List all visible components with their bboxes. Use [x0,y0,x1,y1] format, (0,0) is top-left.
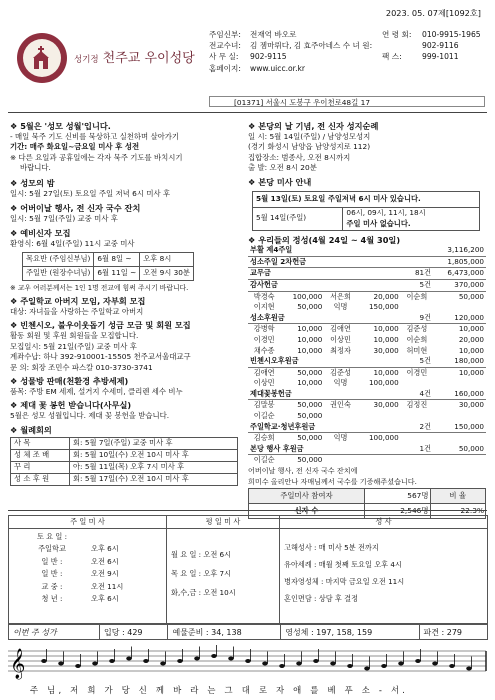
music-note [245,659,251,663]
donor-name: 김준성 [330,367,351,377]
sacrament-line: 고해성사 : 매 미사 5분 전까지 [284,543,379,552]
notice-line: 일시: 5월 27일(토) 토요일 주일 저녁 6시 미사 후 [10,188,171,198]
section-title: ❖ 우리들의 정성(4월 24일 ~ 4월 30일) [248,234,401,245]
contact-info [209,29,485,74]
donor-name: 박경숙 [253,291,275,301]
notice-line: 어버이날 행사, 전 신자 국수 잔치에 [248,466,358,476]
table-row [249,489,486,504]
music-note [75,664,81,668]
notice-line: 출 발: 오전 8시 20분 [248,163,317,173]
offering-category-amount: 370,000 [433,279,486,291]
donor-name: 익명 [333,302,348,312]
mass-time: 오전 9시 [91,569,119,579]
church-icon [31,46,53,70]
notice-line: 계좌수납: 하나 392-910001-15505 천주교서울대교구 [10,352,191,362]
table-cell: 6월 11일 ~ [94,266,140,280]
music-note [160,662,166,666]
section-title: ❖ 성모의 밤 [10,177,55,188]
table-cell: 567명 [364,489,430,504]
offering-donor-row [248,324,486,335]
offering-category-count: 81건 [357,268,433,280]
table-cell: 5월 13일(토) 토요일 주일저녁 6시 미사 있습니다. [253,191,480,207]
donor-amount [433,411,486,422]
contact-row [209,29,485,40]
offering-donor-row [248,433,486,444]
sunday-mass-row [13,556,162,568]
donor-name [401,455,433,466]
handwritten-label: 이번 주 성가 [9,625,100,640]
donor-amount: 100,000 [368,378,399,388]
music-note [381,664,387,668]
notice-line: ※ 교우 여러분께서는 1인 1명 전교에 힘써 주시기 바랍니다. [10,283,189,292]
table-row [253,191,480,207]
mass-day: 일 반 : [41,569,63,579]
table-cell: 오전 9시 30분 [140,266,194,280]
music-note [92,662,98,666]
donor-name [401,411,433,422]
contact-row [209,40,485,51]
music-note [432,662,438,666]
music-note [415,659,421,663]
table-header: 주 일 미 사 [9,516,167,529]
mass-schedule-table [8,515,488,624]
offering-donor-row [248,346,486,357]
contact-key: 사 무 실: [209,52,239,62]
weekday-mass-line: 월 요 일 : 오전 6시 [171,550,232,559]
donor-name: 최정자 [330,345,351,355]
offering-category-row [248,268,486,280]
table-cell: 22.3% [430,504,486,519]
offering-category-name: 주일학교·청년후원금 [248,422,357,433]
donor-name [324,411,356,422]
sacrament-line: 병자영성체 : 마지막 금요일 오전 11시 [284,577,405,586]
hymn-offertory: 예물준비 : 34, 138 [168,625,281,640]
offering-category-row [248,356,486,367]
notice-line: 환영식: 6월 4일(주일) 11시 교중 미사 [10,238,135,248]
offering-table [248,245,486,466]
fathers-notice [10,296,238,317]
offering-category-count [357,245,433,256]
offering-category-name: 빈첸시오후원금 [248,356,357,367]
table-cell: 6월 8일 ~ [94,252,140,266]
music-note [449,664,455,668]
offering-section [248,235,488,520]
offering-category-name: 성소후원금 [248,313,357,324]
offering-category-count [357,256,433,268]
sacrament-line: 유아세례 : 매월 첫째 토요일 오후 4시 [284,560,402,569]
music-note [347,664,353,668]
mass-day: 청 년 : [41,594,63,604]
offering-category-name: 성소주일 2차헌금 [248,256,357,268]
contact-value: 010-9915-1965 [422,30,481,39]
donor-name: 이상민 [253,378,275,388]
donor-name: 김말봉 [253,400,275,410]
music-note [279,664,285,668]
contact-value: 902-9115 [250,52,287,62]
donor-amount: 20,000 [458,334,484,344]
address: [01371] 서울시 도봉구 우이천로48길 17 [209,96,485,107]
notice-line: 모집일시: 5월 21일(주일) 교중 미사 후 [10,341,137,351]
table-cell: 꾸 리 [11,462,70,474]
notice-line: 기간: 매주 화요일~금요일 미사 후 성전 [10,142,140,152]
music-note [58,662,64,666]
donor-name: 이경민 [406,367,428,377]
offering-category-row [248,245,486,256]
section-title: ❖ 어버이날 행사, 전 신자 국수 잔치 [10,203,141,214]
hymn-lyrics: 주 님, 저 희 가 당 신 께 바 라 는 그 대 로 자 애 를 베 푸 소 - 서. [30,685,409,695]
logo-main-text: 천주교 우이성당 [102,51,195,66]
donor-amount: 10,000 [297,324,323,334]
table-cell: 사 목 [11,438,70,450]
parish-logo [17,33,67,83]
may-notice [10,121,238,174]
donor-amount: 30,000 [373,400,399,410]
offering-category-row [248,444,486,455]
hymn-dismissal: 파견 : 279 [419,625,488,640]
donor-amount: 10,000 [373,324,399,334]
parish-name [74,47,195,66]
donor-amount: 100,000 [368,433,399,443]
mass-day: 일 반 : [41,556,63,566]
offering-category-amount: 120,000 [433,313,486,324]
sunday-mass-row [13,568,162,580]
donor-amount [433,433,486,444]
donor-name: 이길순 [253,411,275,421]
content-divider [8,510,487,511]
night-notice [10,178,238,199]
contact-row [209,63,485,74]
section-title: ❖ 제대 꽃 봉헌 받습니다(사무실) [10,400,132,411]
notice-line: - 매일 묵주 기도 신비를 묵상하고 실천하며 살아가기 [10,131,180,141]
section-title: ❖ 본당 미사 안내 [248,176,312,187]
donor-amount: 30,000 [458,400,484,410]
weekday-mass-line: 목 요 일 : 오후 7시 [171,569,232,578]
donor-name: 채수종 [253,345,275,355]
section-title: ❖ 빈첸시오, 불우이웃돕기 성금 모금 및 회원 모집 [10,320,191,331]
flower-notice [10,400,238,421]
donor-name [401,433,433,444]
donor-amount: 10,000 [458,367,484,377]
mass-time: 오전 6시 [91,556,119,566]
table-cell: 비 율 [430,489,486,504]
table-cell: 회: 5월 7일(주일) 교중 미사 후 [70,438,238,450]
table-cell [343,207,480,230]
music-note [194,657,200,661]
mass-times: 06시, 09시, 11시, 18시 [346,207,426,217]
offering-category-amount: 50,000 [433,444,486,455]
donor-name: 익명 [333,378,348,388]
hymn-entrance: 입당 : 429 [100,625,168,640]
pilgrim-notice [248,121,488,174]
donor-amount: 150,000 [368,302,399,312]
notice-line: 문 의: 회장 조민수 파스칼 010-3730-3741 [10,362,153,372]
mass-info-table [252,191,480,231]
donor-name [401,378,433,389]
donor-amount: 50,000 [297,411,323,421]
mass-day: 토 요 일 : [36,532,68,541]
offering-category-count: 9건 [357,313,433,324]
donor-name: 김준성 [406,324,428,334]
table-cell: 2,546명 [364,504,430,519]
offering-category-row [248,313,486,324]
notice-line: 일시: 5월 7일(주일) 교중 미사 후 [10,213,118,223]
donor-amount [433,455,486,466]
music-note [126,657,132,661]
table-row [11,474,238,486]
right-column [248,118,488,519]
donor-amount [433,302,486,313]
parents-notice [10,203,238,224]
table-cell: 목요반 (주임신부님) [23,252,94,266]
mass-day: 주일학교 [38,544,66,554]
offering-category-count: 2건 [357,422,433,433]
sunday-mass-cell [9,529,167,624]
music-note [41,659,47,663]
weekday-mass-line: 화,수,금 : 오전 10시 [171,588,236,597]
offering-donor-row [248,411,486,422]
offering-category-row [248,422,486,433]
offering-donor-row [248,367,486,378]
logo-small-text: 성기정 [74,55,99,65]
contact-value: 999-1011 [422,52,459,62]
weekday-mass-cell [167,529,280,624]
donor-name: 이경민 [253,334,275,344]
music-note [211,654,217,658]
donor-amount: 30,000 [373,345,399,355]
table-cell: 성 소 후 원 [11,474,70,486]
offering-category-amount: 160,000 [433,389,486,400]
hymn-table [8,624,488,640]
notice-line: 집합장소: 범종사, 오전 8시까지 [248,152,351,162]
donor-amount: 10,000 [458,345,484,355]
contact-value: 전재억 바오로 [250,30,297,39]
donor-amount: 10,000 [297,378,323,388]
table-cell: 5월 14일(주일) [253,207,343,230]
donor-name: 이순희 [406,334,428,344]
homepage-link[interactable]: www.uicc.or.kr [250,63,306,73]
table-header: 평 일 미 사 [167,516,280,529]
donor-name: 익명 [333,433,348,443]
donor-name: 김애연 [330,324,351,334]
table-cell: 성 체 조 배 [11,450,70,462]
section-title: ❖ 주일학교 아버지 모임, 자부회 모집 [10,296,146,307]
music-note [364,667,370,671]
sacrament-line: 혼인면담 : 상담 후 결정 [284,594,359,603]
table-row [9,529,488,624]
notice-line: 품목: 주방 EM 세제, 설거지 수세미, 클리렌 세수 비누 [10,386,183,396]
mass-time: 오전 11시 [91,581,124,591]
offering-category-name: 부활 제4주일 [248,245,357,256]
contact-value: 김 젬마뤼다, 김 효주아네스 수 녀 원: [250,41,373,51]
sacrament-cell [280,529,488,624]
table-row [9,516,488,529]
offering-category-amount: 1,805,000 [433,256,486,268]
music-note [313,659,319,663]
donor-name: 김승희 [253,433,275,443]
mass-time: 오후 6시 [91,594,119,604]
donor-amount: 10,000 [297,345,323,355]
hymn-communion: 영성체 : 197, 158, 159 [281,625,419,640]
offering-category-count: 5건 [357,279,433,291]
offering-category-count: 1건 [357,444,433,455]
contact-value: 902-9116 [422,41,459,51]
donor-amount [433,378,486,389]
donor-name: 김정진 [406,400,428,410]
donor-amount: 100,000 [292,291,323,301]
table-row [11,450,238,462]
header-divider [8,112,487,113]
donor-name: 이상민 [330,334,351,344]
left-column [10,118,238,486]
offering-category-amount: 150,000 [433,422,486,433]
offering-donor-row [248,378,486,389]
offering-donor-row [248,400,486,411]
offering-donor-row [248,335,486,346]
music-note [262,662,268,666]
sunday-mass-row [13,581,162,593]
music-note [228,657,234,661]
table-cell: 아: 5월 11일(목) 오후 7시 미사 후 [70,462,238,474]
table-row [23,266,194,280]
catechumen-notice [10,228,238,293]
donor-amount: 50,000 [297,455,323,465]
donor-name: 김애연 [253,367,275,377]
contact-key: 홈페이지: [209,63,241,73]
mass-cancel: 주일 미사 없습니다. [346,218,411,228]
catechumen-table [22,252,194,281]
offering-category-row [248,279,486,291]
section-title: ❖ 5월은 '성모 성월'입니다. [10,121,111,131]
music-note [177,659,183,663]
notice-line: ※ 다른 요일과 공휴일에는 각자 묵주 기도를 바치시기 [10,152,183,162]
table-row [253,207,480,230]
music-note [109,659,115,663]
donor-name: 서은희 [330,291,351,301]
table-cell: 오후 8시 [140,252,194,266]
offering-category-amount: 6,473,000 [433,268,486,280]
table-cell: 주일미사 참여자 [249,489,365,504]
contact-key: 연 령 회: [382,30,412,39]
treble-clef-icon: 𝄞 [10,649,26,679]
donor-amount: 50,000 [297,367,323,377]
donor-amount: 50,000 [297,433,323,443]
table-cell: 주일반 (원장수녀님) [23,266,94,280]
donor-amount: 50,000 [458,291,484,301]
notice-line: 바랍니다. [20,163,51,173]
donor-name: 강병학 [253,324,275,334]
donor-name [401,302,433,313]
table-row [11,438,238,450]
offering-category-name: 교무금 [248,268,357,280]
table-header: 성 사 [280,516,488,529]
notice-line: 대상: 자녀들을 사랑하는 주일학교 아버지 [10,306,144,316]
mass-time: 오후 6시 [91,544,119,554]
notice-line: 5월은 성모 성월입니다. 제대 꽃 봉헌을 받습니다. [10,411,170,421]
offering-donor-row [248,302,486,313]
donor-amount [357,455,401,466]
music-note [398,662,404,666]
table-cell: 회: 5월 17일(수) 오전 10시 미사 후 [70,474,238,486]
music-note [296,662,302,666]
contact-key: 팩 스: [382,52,402,62]
goods-notice [10,376,238,397]
offering-category-row [248,256,486,268]
sunday-mass-row [13,543,162,555]
offering-donor-row [248,455,486,466]
table-row [23,252,194,266]
section-title: ❖ 성물방 판매(천환경 추방세제) [10,376,129,387]
groups-notice [10,425,238,487]
table-cell: 신자 수 [249,504,365,519]
donor-name: 이길순 [253,455,275,465]
section-title: ❖ 본당의 날 기념, 전 신자 성지순례 [248,121,379,131]
donor-name [324,455,356,466]
donor-amount: 20,000 [373,291,399,301]
sunday-mass-row [13,593,162,605]
mass-day: 교 중 : [41,581,63,591]
donor-name: 이순희 [406,291,428,301]
offering-category-row [248,389,486,400]
contact-row [209,51,485,62]
table-row [9,625,488,640]
offering-category-name: 제대꽃봉헌금 [248,389,357,400]
music-note [330,662,336,666]
offering-donor-row [248,291,486,302]
meetings-table [10,437,238,486]
notice-line: 활동 회원 및 후원 회원들을 모집합니다. [10,330,139,340]
donor-amount: 10,000 [373,334,399,344]
donor-amount: 10,000 [297,334,323,344]
contact-key: 전교수녀: [209,41,241,51]
music-note [143,659,149,663]
table-row [11,462,238,474]
donor-name: 권인숙 [330,400,351,410]
donor-amount: 10,000 [458,324,484,334]
notice-line: 희미수 올리안나 자매님께서 국수를 기증해주셨습니다. [248,476,417,486]
donor-name: 이지현 [253,302,275,312]
mass-info [248,177,488,231]
offering-category-count: 4건 [357,389,433,400]
contact-key: 주임신부: [209,30,241,39]
notice-line: 일 시: 5월 14일(주일) / 남양성모성지 [248,131,371,141]
music-note [466,667,472,671]
section-title: ❖ 예비신자 모집 [10,228,71,239]
donor-amount [357,411,401,422]
donor-amount: 50,000 [297,302,323,312]
offering-category-count: 5건 [357,356,433,367]
offering-category-name: 감사헌금 [248,279,357,291]
issue-date: 2023. 05. 07제[1092호] [385,8,481,18]
music-notes [41,645,472,671]
section-title: ❖ 월례회의 [10,424,52,435]
offering-category-amount: 180,000 [433,356,486,367]
vincent-notice [10,320,238,373]
offering-category-name: 본당 행사 후원금 [248,444,357,455]
donor-amount: 10,000 [373,367,399,377]
sunday-mass-row [13,531,162,543]
donor-amount: 50,000 [297,400,323,410]
donor-name: 허미현 [406,345,428,355]
table-cell: 회: 5월 10일(수) 오전 10시 미사 후 [70,450,238,462]
notice-line: (경기 화성시 남양읍 남양성지로 112) [248,142,371,152]
offering-category-amount: 3,116,200 [433,245,486,256]
